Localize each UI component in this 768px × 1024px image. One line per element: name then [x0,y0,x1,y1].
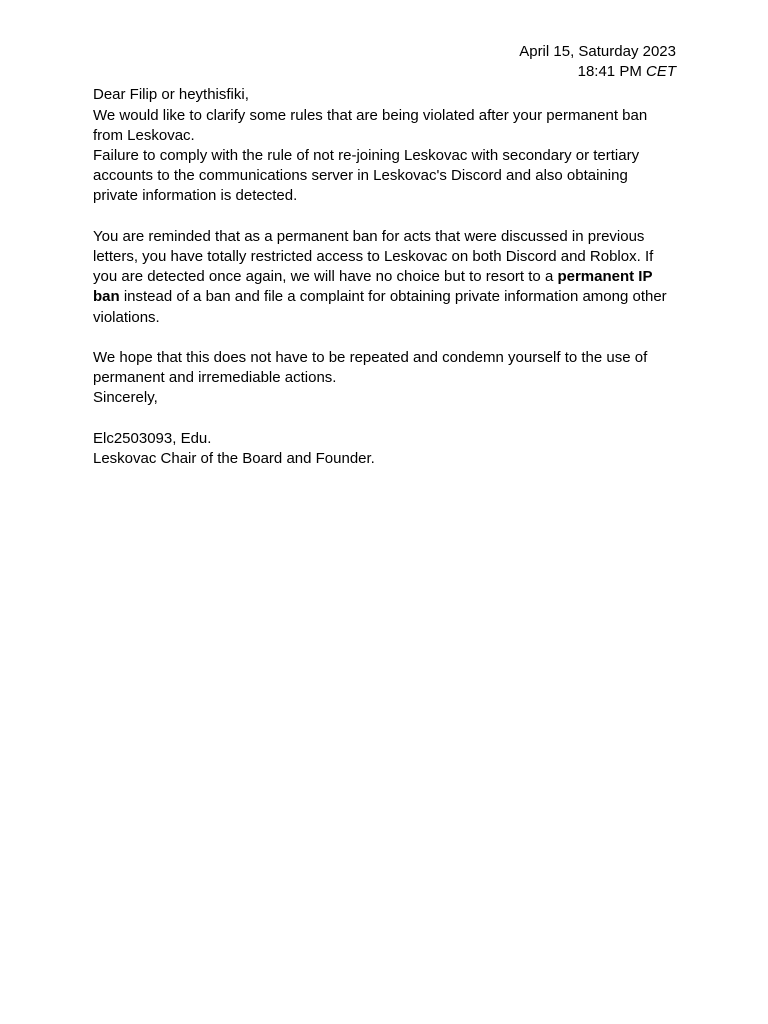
paragraph-spacer [93,328,676,348]
paragraph-3-text-a: You are reminded that as a permanent ban for acts that were discussed in previous letters, you have totally restricted access to Leskovac on both Discord and Roblox. If you are detected once again, we will have no choice but to resort to a [93,227,654,286]
time-value: 18:41 PM [577,63,642,81]
paragraph-3-text-b: instead of a ban and file a complaint for obtaining private information among other violations. [93,288,667,326]
date-header [93,42,676,82]
paragraph-4: We hope that this does not have to be repeated and condemn yourself to the use of permanent and irremediable actions. [93,349,648,387]
letter-date: April 15, Saturday 2023 [519,43,676,60]
paragraph-spacer [93,409,676,429]
paragraph-spacer [93,207,676,227]
paragraph-3 [93,227,676,328]
paragraph-3-emphasis: permanent IP ban [93,268,653,306]
letter-time [93,62,676,82]
paragraph-2: Failure to comply with the rule of not re-joining Leskovac with secondary or tertiary accounts to the communications server in Leskovac's Discord and also obtaining private information is detected. [93,147,640,205]
closing: Sincerely, [93,389,158,407]
letter-body [93,85,676,469]
letter-page [93,42,676,469]
salutation: Dear Filip or heythisfiki, [93,86,249,104]
paragraph-1: We would like to clarify some rules that are being violated after your permanent ban from Leskovac. [93,106,648,144]
signature-title: Leskovac Chair of the Board and Founder. [93,450,375,468]
timezone: CET [646,63,676,81]
signature-name: Elc2503093, Edu. [93,429,212,447]
